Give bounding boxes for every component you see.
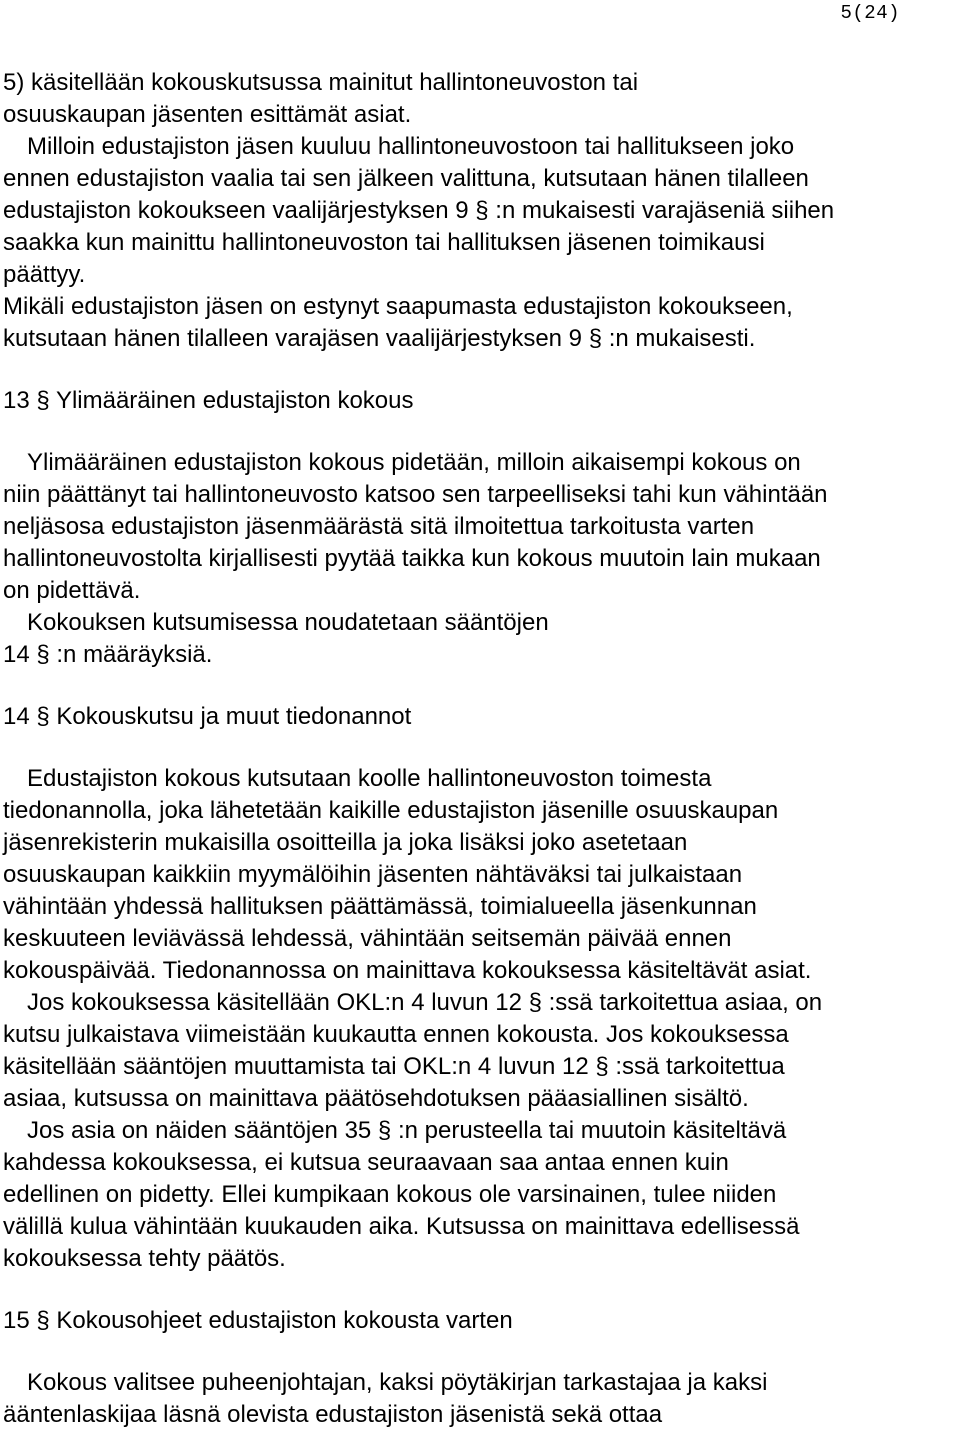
text-line: päättyy. xyxy=(3,261,86,288)
intro-paragraph xyxy=(3,67,957,355)
text-line: Mikäli edustajiston jäsen on estynyt saapumasta edustajiston kokoukseen, xyxy=(3,293,793,320)
text-line: on pidettävä. xyxy=(3,577,141,604)
text-line: kahdessa kokouksessa, ei kutsua seuraavaan saa antaa ennen kuin xyxy=(3,1149,729,1176)
section-13-heading: 13 § Ylimääräinen edustajiston kokous xyxy=(3,387,414,414)
text-line: saakka kun mainittu hallintoneuvoston tai hallituksen jäsenen toimikausi xyxy=(3,229,765,256)
text-line: keskuuteen leviävässä lehdessä, vähintään seitsemän päivää ennen xyxy=(3,925,732,952)
section-14-heading: 14 § Kokouskutsu ja muut tiedonannot xyxy=(3,703,412,730)
text-line: kutsu julkaistava viimeistään kuukautta ennen kokousta. Jos kokouksessa xyxy=(3,1021,789,1048)
text-line: edellinen on pidetty. Ellei kumpikaan kokous ole varsinainen, tulee niiden xyxy=(3,1181,777,1208)
text-line: Jos kokouksessa käsitellään OKL:n 4 luvun 12 § :ssä tarkoitettua asiaa, on xyxy=(27,989,823,1016)
section-14-paragraph xyxy=(3,763,957,1275)
text-line: Kokous valitsee puheenjohtajan, kaksi pöytäkirjan tarkastajaa ja kaksi xyxy=(27,1369,768,1396)
text-line: Ylimääräinen edustajiston kokous pidetään, milloin aikaisempi kokous on xyxy=(27,449,801,476)
text-line: hallintoneuvostolta kirjallisesti pyytää taikka kun kokous muutoin lain mukaan xyxy=(3,545,821,572)
text-line: ääntenlaskijaa läsnä olevista edustajiston jäsenistä sekä ottaa xyxy=(3,1401,663,1428)
text-line: osuuskaupan jäsenten esittämät asiat. xyxy=(3,101,412,128)
text-line: 5) käsitellään kokouskutsussa mainitut hallintoneuvoston tai xyxy=(3,69,639,96)
text-line: osuuskaupan kaikkiin myymälöihin jäsenten nähtäväksi tai julkaistaan xyxy=(3,861,743,888)
text-line: jäsenrekisterin mukaisilla osoitteilla ja joka lisäksi joko asetetaan xyxy=(3,829,688,856)
text-line: Kokouksen kutsumisessa noudatetaan sääntöjen xyxy=(27,609,549,636)
text-line: Edustajiston kokous kutsutaan koolle hallintoneuvoston toimesta xyxy=(27,765,712,792)
text-line: kokouksessa tehty päätös. xyxy=(3,1245,286,1272)
document-body xyxy=(3,67,957,1431)
text-line: kutsutaan hänen tilalleen varajäsen vaalijärjestyksen 9 § :n mukaisesti. xyxy=(3,325,756,352)
text-line: niin päättänyt tai hallintoneuvosto katsoo sen tarpeelliseksi tahi kun vähintään xyxy=(3,481,828,508)
text-line: asiaa, kutsussa on mainittava päätösehdotuksen pääasiallinen sisältö. xyxy=(3,1085,749,1112)
text-line: neljäsosa edustajiston jäsenmäärästä sitä ilmoitettua tarkoitusta varten xyxy=(3,513,755,540)
text-line: Milloin edustajiston jäsen kuuluu hallintoneuvostoon tai hallitukseen joko xyxy=(27,133,795,160)
section-15-paragraph xyxy=(3,1367,957,1431)
text-line: Jos asia on näiden sääntöjen 35 § :n perusteella tai muutoin käsiteltävä xyxy=(27,1117,787,1144)
section-13-paragraph xyxy=(3,447,957,671)
text-line: ennen edustajiston vaalia tai sen jälkeen valittuna, kutsutaan hänen tilalleen xyxy=(3,165,809,192)
text-line: tiedonannolla, joka lähetetään kaikille edustajiston jäsenille osuuskaupan xyxy=(3,797,779,824)
section-15-heading: 15 § Kokousohjeet edustajiston kokousta varten xyxy=(3,1307,513,1334)
text-line: vähintään yhdessä hallituksen päättämässä, toimialueella jäsenkunnan xyxy=(3,893,757,920)
text-line: käsitellään sääntöjen muuttamista tai OKL:n 4 luvun 12 § :ssä tarkoitettua xyxy=(3,1053,785,1080)
text-line: kokouspäivää. Tiedonannossa on mainittava kokouksessa käsiteltävät asiat. xyxy=(3,957,812,984)
text-line: välillä kulua vähintään kuukauden aika. Kutsussa on mainittava edellisessä xyxy=(3,1213,800,1240)
page-number: 5(24) xyxy=(840,2,900,24)
text-line: 14 § :n määräyksiä. xyxy=(3,641,213,668)
text-line: edustajiston kokoukseen vaalijärjestyksen 9 § :n mukaisesti varajäseniä siihen xyxy=(3,197,835,224)
